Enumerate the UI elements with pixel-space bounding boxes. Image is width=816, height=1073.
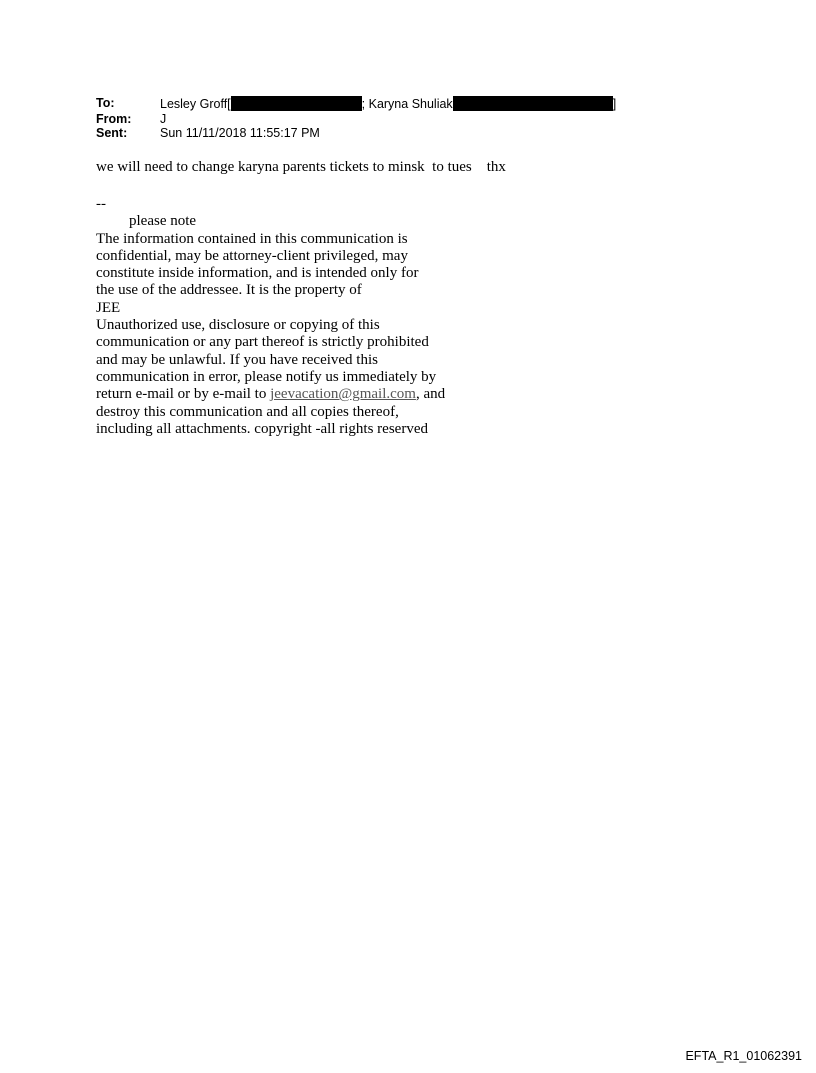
disclaimer-line: the use of the addressee. It is the property of [96, 282, 362, 299]
recipient-separator: ; [361, 97, 369, 111]
disclaimer-line: communication in error, please notify us immediately by [96, 368, 437, 385]
disclaimer-line: confidential, may be attorney-client privileged, may [96, 247, 408, 264]
disclaimer-line: constitute inside information, and is intended only for [96, 265, 419, 282]
sent-value: Sun 11/11/2018 11:55:17 PM [160, 126, 320, 140]
email-signature [96, 196, 516, 438]
return-suffix: , and [415, 386, 446, 403]
signature-note: please note [129, 213, 197, 230]
bracket-close-2: ] [612, 97, 617, 111]
email-header [96, 96, 616, 141]
recipient-name-1: Lesley Groff [160, 97, 228, 111]
disclaimer-line: communication or any part thereof is strictly prohibited [96, 334, 429, 351]
disclaimer-line-email [96, 386, 516, 403]
redaction-box-2 [453, 96, 613, 111]
from-row [96, 112, 616, 127]
disclaimer-line: JEE [96, 299, 121, 316]
from-label: From: [96, 111, 132, 126]
sent-label: Sent: [96, 126, 128, 140]
from-value: J [160, 111, 167, 126]
to-recipients [160, 96, 616, 112]
document-id: EFTA_R1_01062391 [685, 1049, 802, 1063]
disclaimer-line: and may be unlawful. If you have received this [96, 351, 378, 368]
message-body: we will need to change karyna parents tickets to minsk to tues thx [96, 159, 506, 175]
sent-row [96, 126, 616, 141]
disclaimer-line: Unauthorized use, disclosure or copying of this [96, 317, 380, 334]
disclaimer-line: including all attachments. copyright -all rights reserved [96, 420, 428, 437]
recipient-name-2: Karyna Shuliak [368, 97, 453, 111]
to-label: To: [96, 96, 115, 110]
to-row [96, 96, 616, 112]
disclaimer-line: destroy this communication and all copies thereof, [96, 403, 399, 420]
bracket-open-1: [ [227, 97, 231, 111]
disclaimer-line: The information contained in this communication is [96, 230, 408, 247]
return-prefix: return e-mail or by e-mail to [96, 386, 271, 403]
redaction-box-1 [231, 96, 362, 111]
signature-separator: -- [96, 196, 106, 212]
email-link[interactable]: jeevacation@gmail.com [270, 386, 416, 403]
